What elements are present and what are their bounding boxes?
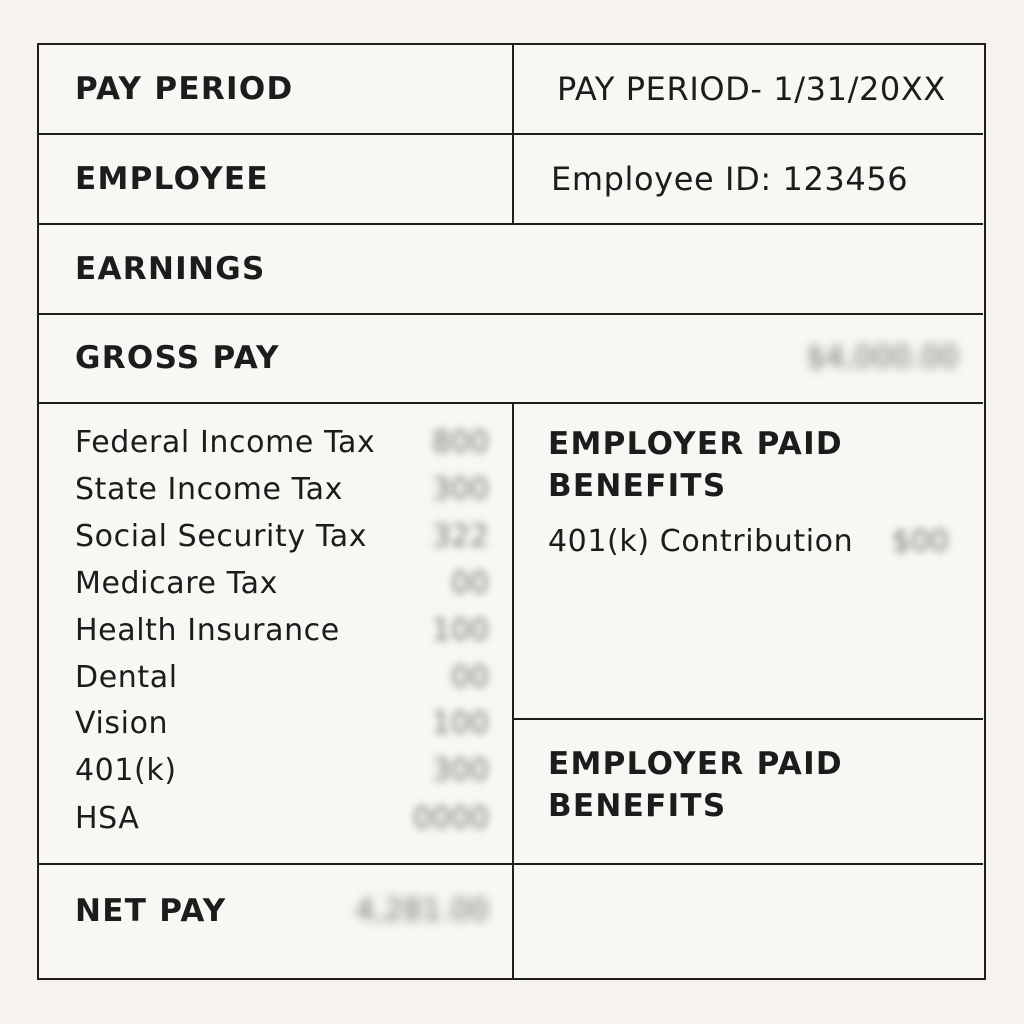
deduction-label: State Income Tax [75,472,343,507]
divider-row-3 [39,313,983,315]
employee-label: EMPLOYEE [75,161,269,197]
divider-col-bottom [512,402,514,980]
deduction-label: 401(k) [75,753,177,788]
deduction-amount: 322 [431,519,489,554]
deduction-label: Dental [75,660,178,695]
contribution-amount: $00 [891,524,949,559]
pay-stub-table [37,43,986,980]
pay-period-value: PAY PERIOD- 1/31/20XX [557,70,946,108]
divider-row-5 [39,863,983,865]
divider-col-top [512,45,514,225]
divider-row-4 [39,402,983,404]
deduction-label: Federal Income Tax [75,425,376,460]
deduction-label: Health Insurance [75,613,340,648]
employee-id: Employee ID: 123456 [551,160,909,198]
deduction-label: Social Security Tax [75,519,368,554]
deduction-amount: 00 [450,660,489,695]
deduction-amount: 0000 [412,801,489,836]
deduction-amount: 100 [431,613,489,648]
employer-benefits-heading: EMPLOYER PAID BENEFITS [548,426,843,504]
divider-benefits [513,718,983,720]
deduction-amount: 300 [431,472,489,507]
gross-pay-label: GROSS PAY [75,340,280,376]
deduction-amount: 00 [450,566,489,601]
pay-period-label: PAY PERIOD [75,71,294,107]
deduction-label: Medicare Tax [75,566,278,601]
deduction-label: HSA [75,801,140,836]
gross-pay-amount: $4,000.00 [806,340,959,375]
deduction-amount: 100 [431,706,489,741]
net-pay-label: NET PAY [75,893,227,929]
net-pay-amount: 4,281.00 [355,893,489,928]
divider-row-1 [39,133,983,135]
earnings-label: EARNINGS [75,251,266,287]
deduction-amount: 300 [431,753,489,788]
deduction-amount: 800 [431,425,489,460]
deduction-label: Vision [75,706,169,741]
divider-row-2 [39,223,983,225]
contribution-label: 401(k) Contribution [548,524,854,559]
employer-benefits-heading-2: EMPLOYER PAID BENEFITS [548,746,843,824]
